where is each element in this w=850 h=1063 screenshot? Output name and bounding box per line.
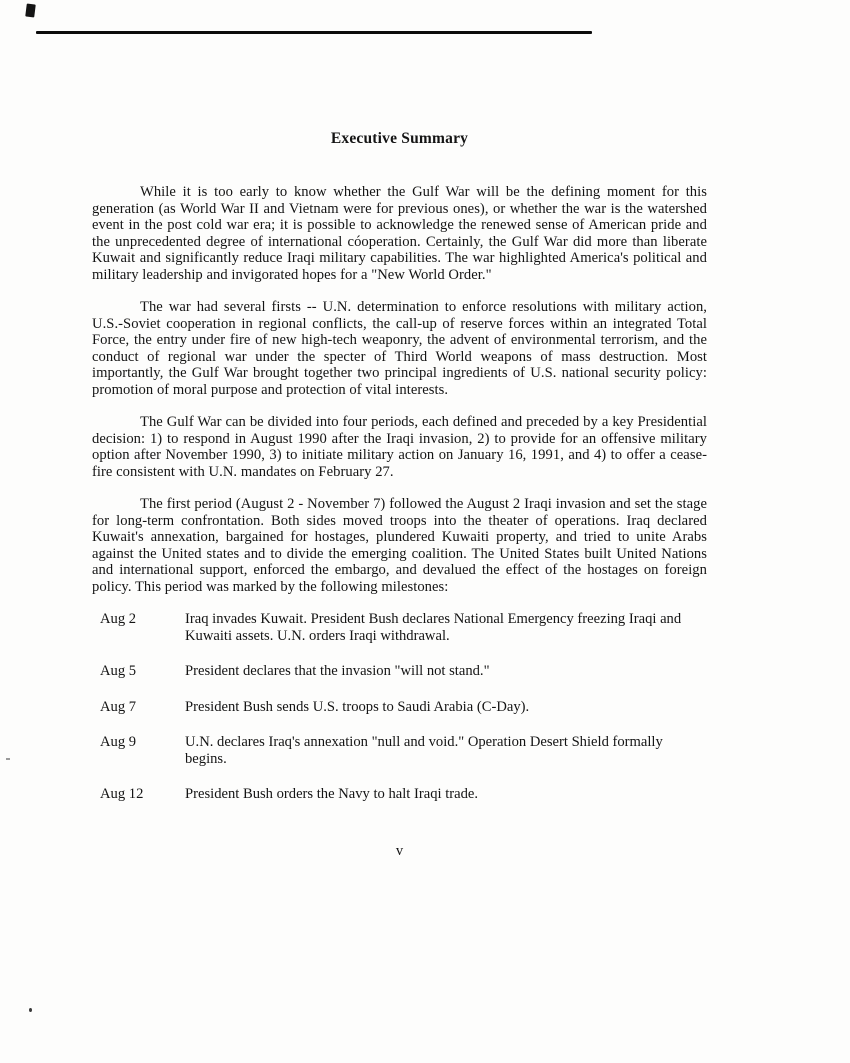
milestone-row: [100, 611, 707, 644]
milestone-date: Aug 5: [100, 663, 137, 679]
milestone-row: [100, 786, 707, 803]
milestone-date: Aug 12: [100, 786, 144, 802]
paragraph-first-period: The first period (August 2 - November 7) followed the August 2 Iraqi invasion and set the stage for long-term confrontation. Both sides moved troops into the theater of operations. Iraq declared Kuwait's annexation, bargained for hostages, plundered Kuwaiti property, and tried to unite Arabs against the United states and to divide the emerging coalition. The United States built United Nations and international support, enforced the embargo, and devalued the effect of the hostages on foreign policy. This period was marked by the following milestones:: [92, 496, 707, 595]
milestones-list: [100, 611, 707, 803]
milestone-date: Aug 7: [100, 698, 137, 715]
milestone-text: President Bush orders the Navy to halt Iraqi trade.: [185, 786, 479, 802]
paragraph-firsts: The war had several firsts -- U.N. determination to enforce resolutions with military action, U.S.-Soviet cooperation in regional conflicts, the call-up of reserve forces within an integrated Total Force, the entry under fire of new high-tech weaponry, the advent of environmental terrorism, and the conduct of regional war under the specter of Third World weapons of mass destruction. Most importantly, the Gulf War brought together two principal ingredients of U.S. national security policy: promotion of moral purpose and protection of vital interests.: [92, 299, 707, 398]
milestone-row: [100, 734, 707, 767]
milestone-text: U.N. declares Iraq's annexation "null and void." Operation Desert Shield formally begins.: [185, 734, 663, 767]
milestone-date: Aug 2: [100, 611, 137, 627]
milestone-row: [100, 699, 707, 716]
document-body: [92, 130, 707, 860]
page-title: Executive Summary: [330, 130, 469, 147]
milestone-text: Iraq invades Kuwait. President Bush declares National Emergency freezing Iraqi and Kuwaiti assets. U.N. orders Iraqi withdrawal.: [185, 611, 682, 644]
paragraph-four-periods: The Gulf War can be divided into four periods, each defined and preceded by a key Presidential decision: 1) to respond in August 1990 after the Iraqi invasion, 2) to provide for an offensive military option after November 1990, 3) to initiate military action on January 16, 1991, and 4) to offer a cease-fire consistent with U.N. mandates on February 27.: [92, 414, 707, 480]
milestone-text: President declares that the invasion "will not stand.": [185, 663, 490, 679]
milestone-text: President Bush sends U.S. troops to Saudi Arabia (C-Day).: [185, 698, 530, 715]
scan-artifact-bottom-left: [29, 1008, 32, 1012]
top-rule: [36, 31, 592, 34]
page-number: v: [395, 842, 404, 859]
scan-artifact-top-left: [25, 4, 36, 18]
milestone-row: [100, 663, 707, 680]
paragraph-intro: While it is too early to know whether the Gulf War will be the defining moment for this generation (as World War II and Vietnam were for previous ones), or whether the war is the watershed event in the post cold war era; it is possible to acknowledge the renewed sense of American pride and the unprecedented degree of international cóoperation. Certainly, the Gulf War did more than liberate Kuwait and significantly reduce Iraqi military capabilities. The war highlighted America's political and military leadership and invigorated hopes for a "New World Order.": [92, 184, 707, 283]
scan-artifact-left-margin: [6, 758, 10, 760]
milestone-date: Aug 9: [100, 734, 137, 750]
